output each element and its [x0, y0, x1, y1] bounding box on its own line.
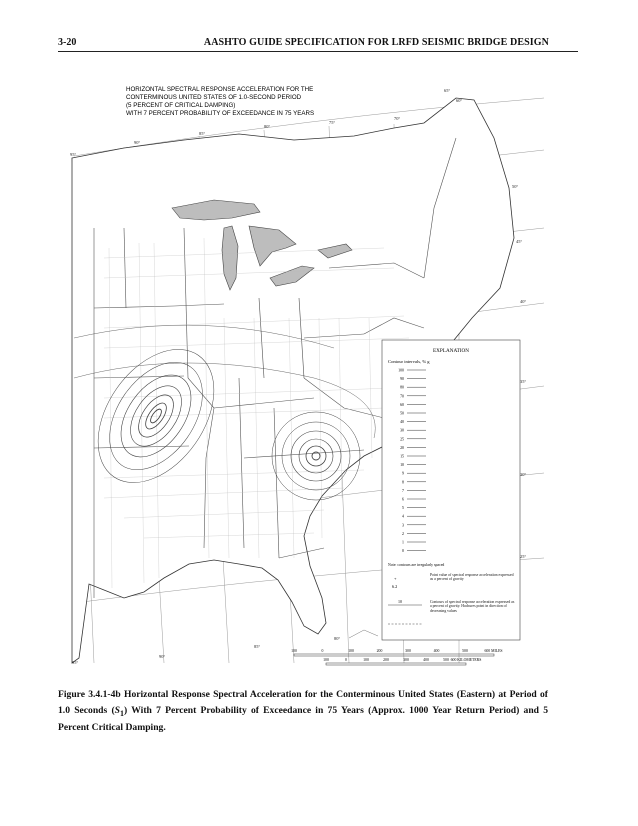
miles-label: 500	[462, 649, 468, 653]
miles-label: 100	[348, 649, 354, 653]
graticule-label: 90°	[159, 654, 166, 659]
miles-label: 100	[291, 649, 297, 653]
seismic-hazard-map	[64, 78, 546, 668]
header-rule	[58, 51, 578, 52]
map-title-line-3: (5 PERCENT OF CRITICAL DAMPING)	[126, 102, 236, 109]
miles-scale-bar	[294, 654, 494, 656]
page-number: 3-20	[58, 37, 77, 48]
running-head: AASHTO GUIDE SPECIFICATION FOR LRFD SEISMIC BRIDGE DESIGN	[203, 37, 549, 48]
km-label: 100	[363, 658, 369, 662]
legend-point-symbol: +	[394, 576, 397, 581]
caption-lead: Figure 3.4.1-4b Horizontal Response Spectral Acceleration for the Conterminous United States (Eastern) at Period of 1.0 Seconds (	[58, 689, 548, 716]
graticule-label: 50°	[512, 184, 519, 189]
km-label: 100	[323, 658, 329, 662]
contour-legend-value: 20	[400, 445, 404, 450]
graticule-label: 80°	[264, 124, 271, 129]
contour-legend-value: 80	[400, 385, 404, 390]
contour-legend-value: 6	[402, 497, 404, 502]
contour-legend-value: 0	[402, 549, 404, 554]
miles-labels	[291, 649, 502, 653]
contour-legend-value: 30	[400, 428, 404, 433]
graticule-label: 95°	[70, 152, 77, 157]
km-scale-bar	[326, 663, 466, 665]
km-label: 500	[443, 658, 449, 662]
graticule-label: 35°	[520, 379, 527, 384]
map-svg	[64, 78, 546, 668]
explanation-title: EXPLANATION	[432, 348, 470, 354]
contour-legend-value: 1	[402, 540, 404, 545]
contour-legend-value: 9	[402, 471, 404, 476]
contour-legend-value: 90	[400, 377, 404, 382]
legend-contour-value: 10	[398, 599, 402, 604]
km-label: 400	[423, 658, 429, 662]
miles-label: 300	[405, 649, 411, 653]
miles-label: 200	[376, 649, 383, 653]
legend-point-text: Point value of spectral response acceleration expressed as a percent of gravity	[430, 573, 514, 582]
contour-legend-value: 10	[400, 463, 404, 468]
contour-legend-value: 25	[400, 437, 404, 442]
explanation-box	[382, 340, 520, 640]
miles-label: 400	[433, 649, 440, 653]
graticule-label: 95°	[72, 660, 79, 665]
graticule-label: 90°	[134, 140, 141, 145]
km-label: 200	[383, 658, 389, 662]
legend-point-value: 6.2	[392, 584, 398, 589]
legend-contour-text-wrap	[430, 600, 516, 630]
contour-legend-value: 8	[402, 480, 404, 485]
contour-legend-value: 4	[402, 514, 404, 519]
legend-contour-text: Contours of spectral response acceleration expressed as a percent of gravity. Hachures point in direction of decreasing values	[430, 600, 515, 613]
graticule-label: 85°	[254, 644, 261, 649]
contour-legend-value: 7	[402, 488, 404, 493]
km-label: 300	[403, 658, 409, 662]
graticule-label: 80°	[334, 636, 341, 641]
legend-point-text-wrap	[430, 573, 516, 595]
scale-bars	[291, 649, 502, 665]
graticule-label: 45°	[516, 239, 523, 244]
km-label: 0	[345, 658, 347, 662]
km-label: 600 KILOMETERS	[450, 658, 482, 662]
contour-legend-value: 15	[400, 454, 404, 459]
contour-legend-value: 40	[400, 420, 404, 425]
graticule-label: 40°	[520, 299, 527, 304]
map-title-line-1: HORIZONTAL SPECTRAL RESPONSE ACCELERATION FOR THE	[126, 86, 314, 93]
km-labels	[323, 658, 481, 662]
graticule-label: 25°	[520, 554, 527, 559]
miles-label: 600 MILES	[484, 649, 503, 653]
graticule-label: 75°	[329, 120, 336, 125]
graticule-label: 65°	[444, 88, 451, 93]
explanation-note: Note: contours are irregularly spaced	[388, 563, 445, 567]
caption-subscript: 1	[120, 708, 125, 718]
contour-legend-value: 100	[398, 368, 404, 373]
figure-caption	[58, 687, 548, 736]
explanation-contour-heading: Contour intervals, % g	[388, 359, 430, 364]
map-title-line-2: CONTERMINOUS UNITED STATES OF 1.0-SECOND PERIOD	[126, 94, 302, 101]
caption-symbol: S	[114, 704, 121, 716]
map-title-line-4: WITH 7 PERCENT PROBABILITY OF EXCEEDANCE IN 75 YEARS	[126, 110, 315, 117]
contour-legend-value: 5	[402, 506, 404, 511]
contour-legend-value: 3	[402, 523, 404, 528]
graticule-label: 30°	[520, 472, 527, 477]
contour-legend-value: 2	[402, 531, 404, 536]
contour-legend-value: 60	[400, 402, 404, 407]
contour-legend-value: 50	[400, 411, 404, 416]
miles-label: 0	[321, 649, 324, 653]
contour-legend-value: 70	[400, 394, 404, 399]
graticule-label: 85°	[199, 131, 206, 136]
graticule-label: 70°	[394, 116, 401, 121]
graticule-label: 60°	[456, 98, 463, 103]
caption-tail: ) With 7 Percent Probability of Exceedance in 75 Years (Approx. 1000 Year Return Period) and 5 Percent Critical Damping.	[58, 704, 548, 734]
